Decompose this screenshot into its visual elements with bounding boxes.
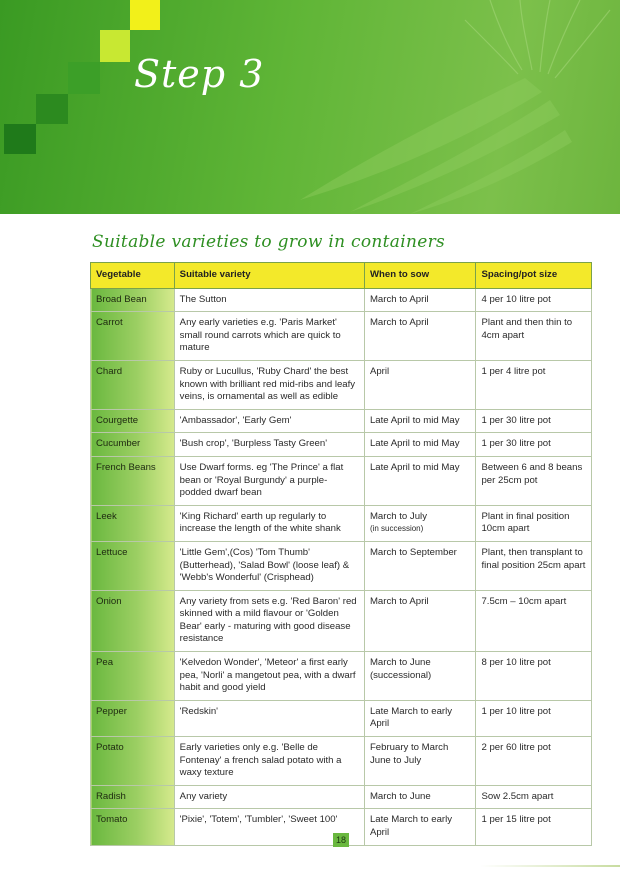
variety-cell: Use Dwarf forms. eg 'The Prince' a flat bean or 'Royal Burgundy' a purple-podded dwarf bean [174, 456, 364, 505]
spacing-cell: 1 per 30 litre pot [476, 433, 592, 457]
variety-cell: 'Bush crop', 'Burpless Tasty Green' [174, 433, 364, 457]
variety-cell: Ruby or Lucullus, 'Ruby Chard' the best known with brilliant red mid-ribs and leafy veins, is ornamental as well as edible [174, 360, 364, 409]
vegetable-cell: Radish [91, 785, 175, 809]
vegetable-cell: Onion [91, 590, 175, 651]
vegetable-cell: Carrot [91, 312, 175, 361]
footer-divider [480, 865, 620, 867]
table-row [91, 360, 592, 409]
spacing-cell: 1 per 10 litre pot [476, 700, 592, 736]
table-row [91, 433, 592, 457]
spacing-cell: Sow 2.5cm apart [476, 785, 592, 809]
table-row [91, 505, 592, 541]
table-row [91, 288, 592, 312]
vegetable-cell: Pea [91, 652, 175, 701]
spacing-cell: 1 per 4 litre pot [476, 360, 592, 409]
when-cell: March to June [364, 785, 476, 809]
vegetable-cell: Cucumber [91, 433, 175, 457]
spacing-cell: Plant in final position 10cm apart [476, 505, 592, 541]
vegetable-cell: Courgette [91, 409, 175, 433]
when-text: March to July [369, 510, 427, 522]
variety-cell: Any variety [174, 785, 364, 809]
table-row [91, 312, 592, 361]
when-note: (in succession) [369, 524, 424, 534]
variety-cell: Any variety from sets e.g. 'Red Baron' red skinned with a mild flavour or 'Golden Bear' early - maturing with good disease resistance [174, 590, 364, 651]
when-cell: February to March June to July [364, 737, 476, 786]
table-row [91, 700, 592, 736]
column-header-vegetable: Vegetable [91, 263, 175, 289]
spacing-cell: 7.5cm – 10cm apart [476, 590, 592, 651]
spacing-cell: Plant and then thin to 4cm apart [476, 312, 592, 361]
column-header-when: When to sow [364, 263, 476, 289]
when-cell: March to June (successional) [364, 652, 476, 701]
deco-square [130, 0, 160, 30]
when-cell: Late April to mid May [364, 456, 476, 505]
section-heading: Suitable varieties to grow in containers [92, 232, 446, 252]
vegetable-cell: Pepper [91, 700, 175, 736]
when-cell: Late March to early April [364, 700, 476, 736]
variety-cell: 'Little Gem',(Cos) 'Tom Thumb' (Butterhead), 'Salad Bowl' (loose leaf) & 'Webb's Wonderful' (Crisphead) [174, 541, 364, 590]
when-cell: Late April to mid May [364, 409, 476, 433]
spacing-cell: 8 per 10 litre pot [476, 652, 592, 701]
page-title: Step 3 [134, 52, 265, 96]
table-row [91, 652, 592, 701]
table-row [91, 456, 592, 505]
spacing-cell: Plant, then transplant to final position 25cm apart [476, 541, 592, 590]
deco-square [36, 94, 68, 124]
vegetable-cell: Lettuce [91, 541, 175, 590]
variety-cell: 'Pixie', 'Totem', 'Tumbler', 'Sweet 100' [174, 809, 364, 845]
spacing-cell: 4 per 10 litre pot [476, 288, 592, 312]
variety-cell: The Sutton [174, 288, 364, 312]
table-row [91, 737, 592, 786]
spacing-cell: 1 per 30 litre pot [476, 409, 592, 433]
spacing-cell: 1 per 15 litre pot [476, 809, 592, 845]
when-cell: Late March to early April [364, 809, 476, 845]
vegetable-cell: Potato [91, 737, 175, 786]
table-row [91, 590, 592, 651]
table-row [91, 541, 592, 590]
variety-cell: Early varieties only e.g. 'Belle de Fontenay' a french salad potato with a waxy texture [174, 737, 364, 786]
table-row [91, 785, 592, 809]
deco-square [100, 30, 130, 62]
vegetable-cell: Chard [91, 360, 175, 409]
deco-square [4, 124, 36, 154]
variety-cell: 'Ambassador', 'Early Gem' [174, 409, 364, 433]
when-cell: Late April to mid May [364, 433, 476, 457]
table-row [91, 409, 592, 433]
page-number: 18 [333, 833, 349, 847]
when-cell: March to April [364, 590, 476, 651]
when-cell [364, 505, 476, 541]
spacing-cell: Between 6 and 8 beans per 25cm pot [476, 456, 592, 505]
vegetable-cell: French Beans [91, 456, 175, 505]
variety-cell: 'Kelvedon Wonder', 'Meteor' a first early pea, 'Norli' a mangetout pea, with a dwarf habit and good yield [174, 652, 364, 701]
when-cell: April [364, 360, 476, 409]
variety-cell: Any early varieties e.g. 'Paris Market' small round carrots which are quick to mature [174, 312, 364, 361]
varieties-table [90, 262, 592, 846]
header-banner [0, 0, 620, 214]
when-cell: March to April [364, 288, 476, 312]
vegetable-cell: Tomato [91, 809, 175, 845]
when-cell: March to April [364, 312, 476, 361]
column-header-variety: Suitable variety [174, 263, 364, 289]
vegetable-cell: Leek [91, 505, 175, 541]
variety-cell: 'King Richard' earth up regularly to increase the length of the white shank [174, 505, 364, 541]
table-header-row [91, 263, 592, 289]
carrots-illustration [260, 0, 620, 214]
spacing-cell: 2 per 60 litre pot [476, 737, 592, 786]
column-header-spacing: Spacing/pot size [476, 263, 592, 289]
variety-cell: 'Redskin' [174, 700, 364, 736]
deco-square [68, 62, 100, 94]
when-cell: March to September [364, 541, 476, 590]
vegetable-cell: Broad Bean [91, 288, 175, 312]
